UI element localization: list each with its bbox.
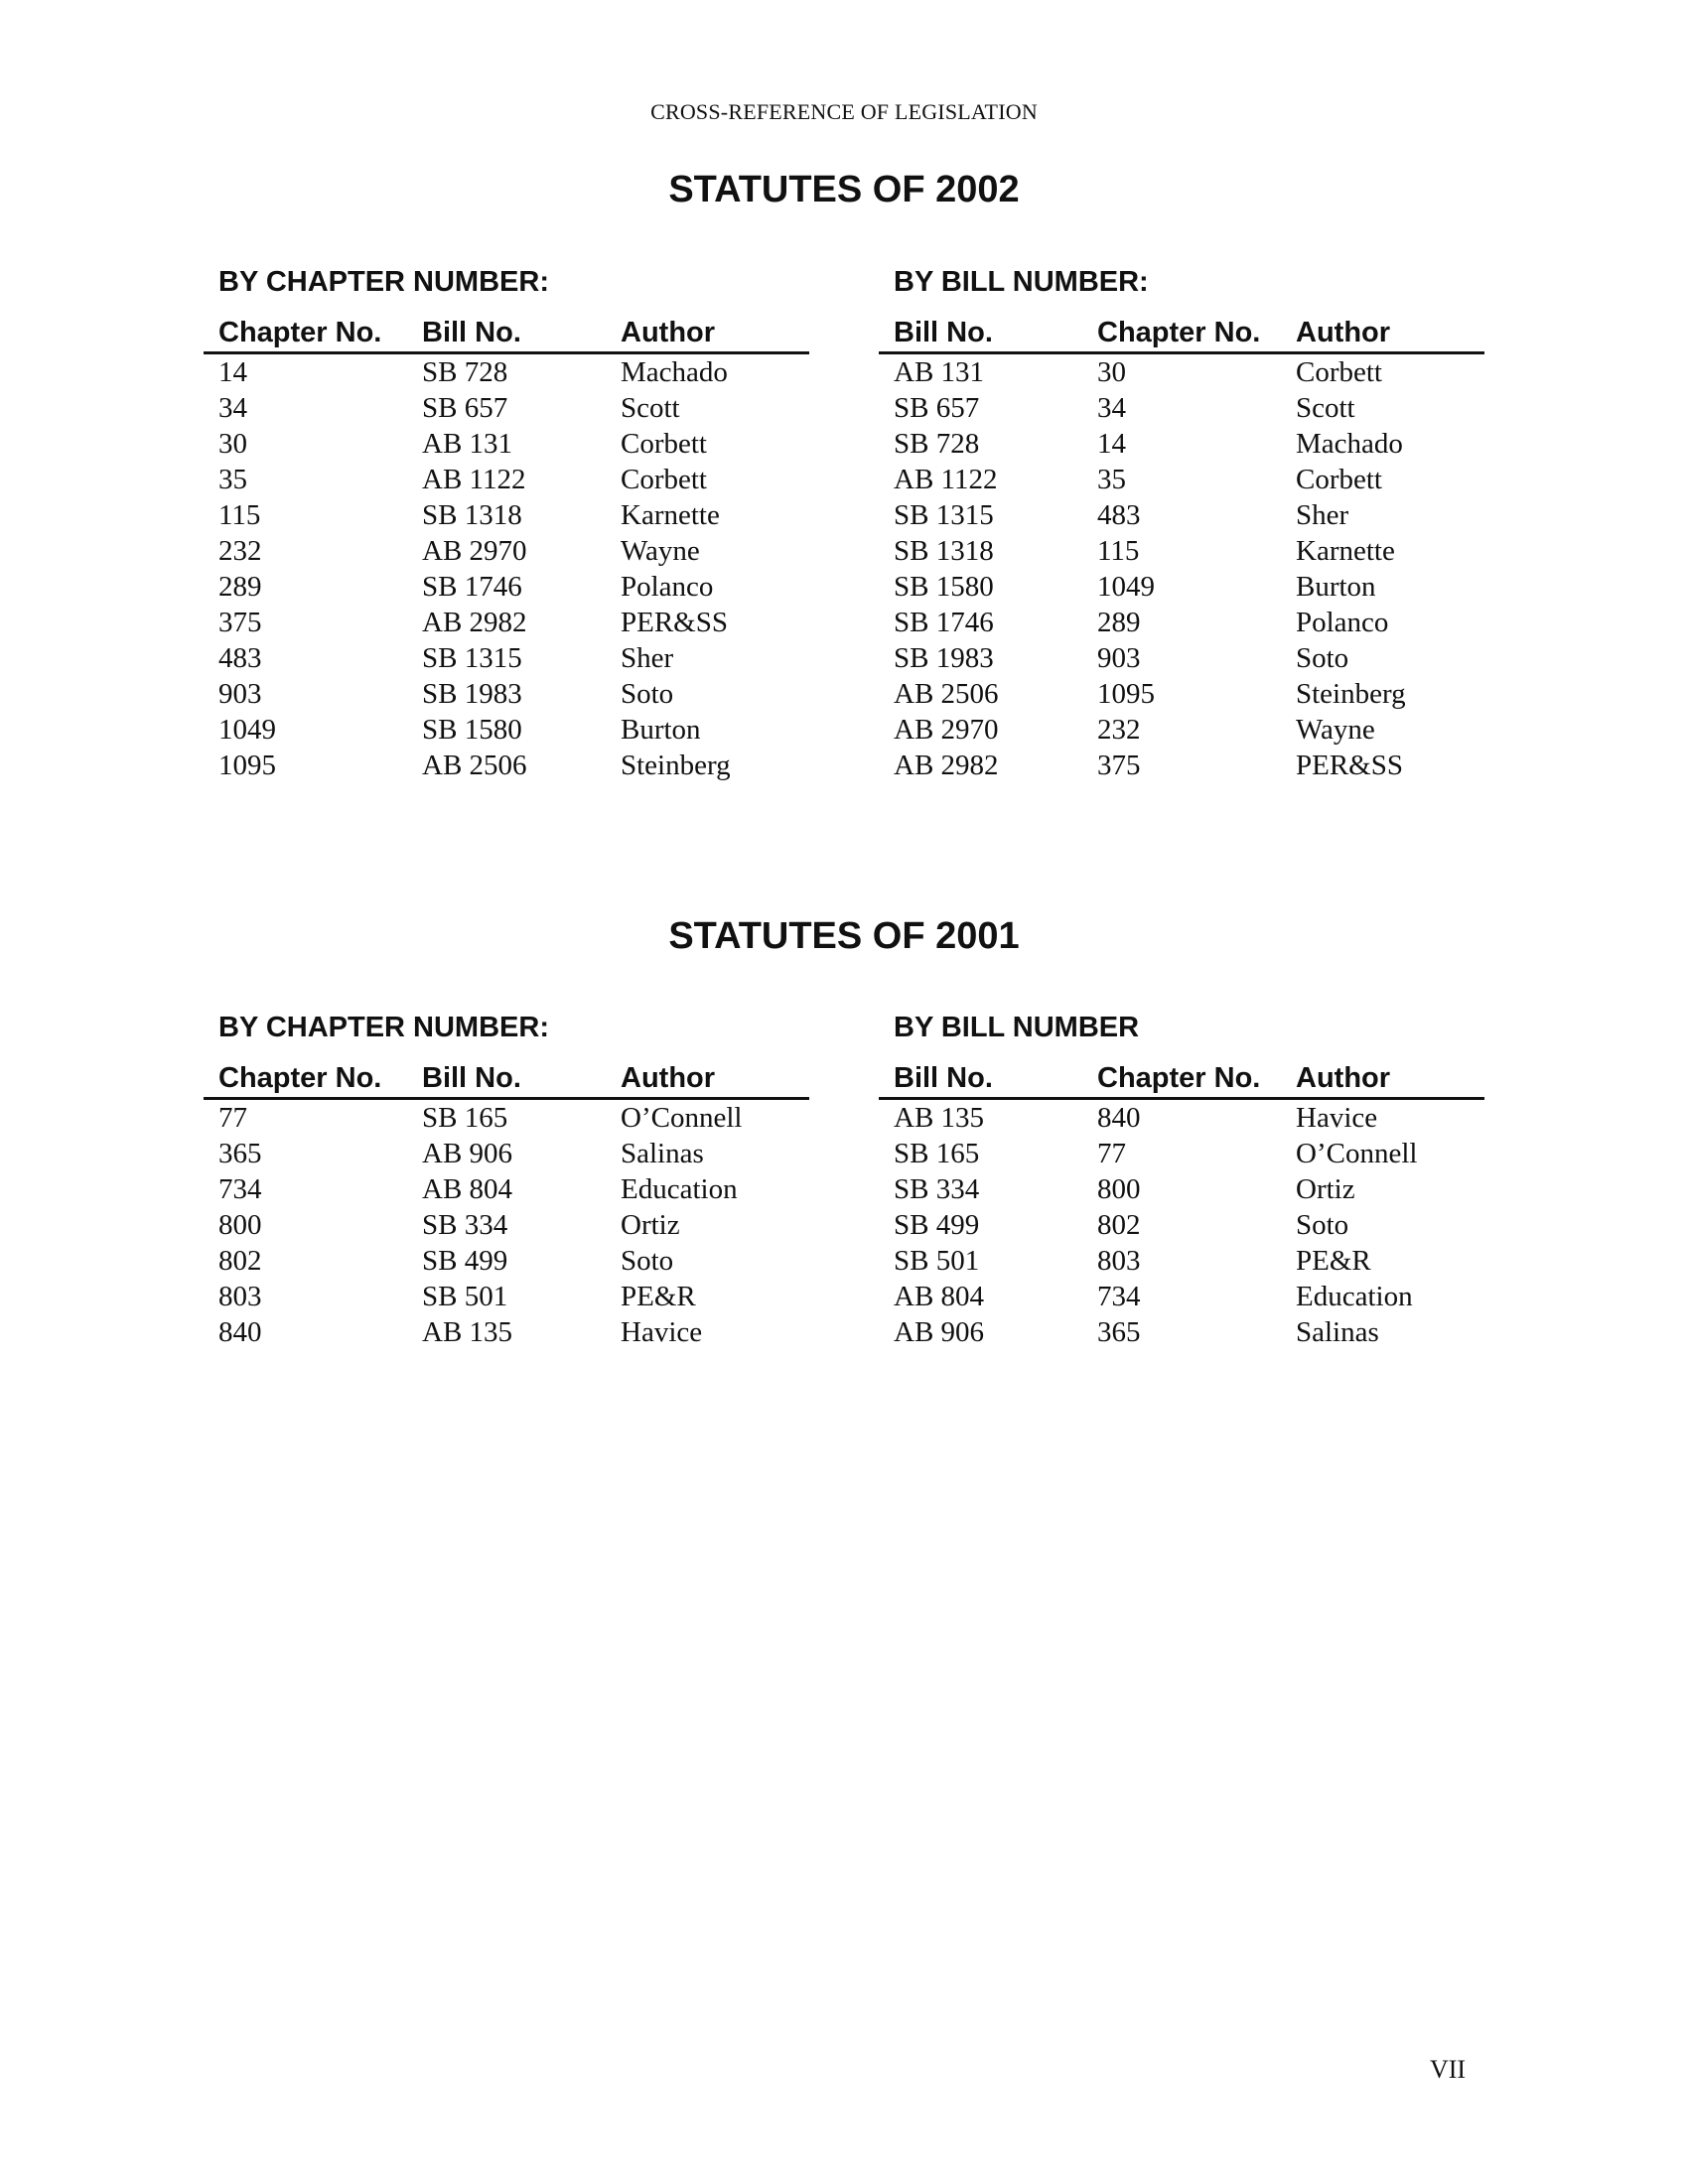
table-cell: 903 bbox=[218, 678, 262, 710]
table-cell: Polanco bbox=[621, 571, 714, 603]
table-cell: 483 bbox=[218, 642, 262, 674]
table-cell: SB 1746 bbox=[894, 607, 994, 638]
table-cell: Corbett bbox=[621, 464, 707, 495]
table-row bbox=[204, 1136, 809, 1171]
cross-reference-table bbox=[204, 314, 809, 783]
table-cell: Polanco bbox=[1296, 607, 1389, 638]
table-cell: 232 bbox=[218, 535, 262, 567]
table-row bbox=[204, 1207, 809, 1243]
table-cell: 802 bbox=[1097, 1209, 1141, 1241]
table-cell: 1049 bbox=[1097, 571, 1155, 603]
table-cell: SB 499 bbox=[894, 1209, 980, 1241]
table-row bbox=[879, 390, 1484, 426]
table-cell: Soto bbox=[621, 1245, 674, 1277]
table-2002-by-chapter bbox=[204, 262, 809, 783]
table-cell: 903 bbox=[1097, 642, 1141, 674]
table-cell: 30 bbox=[218, 428, 247, 460]
table-cell: Soto bbox=[1296, 1209, 1349, 1241]
section-title-2001: STATUTES OF 2001 bbox=[668, 915, 1020, 957]
table-cell: Havice bbox=[1296, 1102, 1378, 1134]
table-cell: Karnette bbox=[1296, 535, 1395, 567]
table-cell: 35 bbox=[1097, 464, 1126, 495]
column-header: Chapter No. bbox=[204, 1059, 407, 1099]
table-2002-by-bill bbox=[879, 262, 1484, 783]
table-cell: AB 804 bbox=[894, 1281, 985, 1312]
table-cell: 734 bbox=[1097, 1281, 1141, 1312]
table-cell: Wayne bbox=[1296, 714, 1375, 746]
cross-reference-table bbox=[204, 1059, 809, 1350]
table-2001-by-chapter bbox=[204, 1008, 809, 1350]
subheading-by-chapter-2001: BY CHAPTER NUMBER: bbox=[218, 1012, 549, 1043]
table-cell: Soto bbox=[621, 678, 674, 710]
table-cell: SB 657 bbox=[894, 392, 980, 424]
table-cell: 34 bbox=[218, 392, 247, 424]
table-cell: Sher bbox=[1296, 499, 1349, 531]
table-row bbox=[879, 1207, 1484, 1243]
table-row bbox=[879, 605, 1484, 640]
table-2001-by-bill bbox=[879, 1008, 1484, 1350]
table-cell: SB 657 bbox=[422, 392, 508, 424]
table-row bbox=[204, 390, 809, 426]
table-cell: O’Connell bbox=[621, 1102, 743, 1134]
column-header: Bill No. bbox=[879, 314, 1082, 353]
table-row bbox=[879, 533, 1484, 569]
table-cell: SB 1746 bbox=[422, 571, 522, 603]
table-cell: Machado bbox=[1296, 428, 1403, 460]
table-cell: Steinberg bbox=[1296, 678, 1406, 710]
table-row bbox=[204, 497, 809, 533]
table-cell: Machado bbox=[621, 356, 728, 388]
table-row bbox=[879, 676, 1484, 712]
table-row bbox=[204, 712, 809, 748]
table-row bbox=[204, 462, 809, 497]
table-row bbox=[879, 569, 1484, 605]
table-cell: AB 2970 bbox=[422, 535, 527, 567]
table-cell: SB 334 bbox=[894, 1173, 980, 1205]
table-cell: 800 bbox=[218, 1209, 262, 1241]
column-header: Chapter No. bbox=[204, 314, 407, 353]
table-cell: 800 bbox=[1097, 1173, 1141, 1205]
table-cell: SB 165 bbox=[422, 1102, 508, 1134]
table-cell: Ortiz bbox=[1296, 1173, 1355, 1205]
table-cell: 365 bbox=[218, 1138, 262, 1169]
table-cell: 1095 bbox=[218, 750, 276, 781]
column-header: Bill No. bbox=[879, 1059, 1082, 1099]
table-cell: Corbett bbox=[621, 428, 707, 460]
table-cell: PER&SS bbox=[621, 607, 728, 638]
table-row bbox=[879, 1171, 1484, 1207]
table-cell: SB 1315 bbox=[894, 499, 994, 531]
table-cell: Burton bbox=[1296, 571, 1376, 603]
column-header: Author bbox=[606, 314, 809, 353]
column-header: Author bbox=[606, 1059, 809, 1099]
table-cell: 115 bbox=[1097, 535, 1140, 567]
table-cell: SB 501 bbox=[422, 1281, 508, 1312]
table-cell: Ortiz bbox=[621, 1209, 680, 1241]
table-cell: SB 728 bbox=[894, 428, 980, 460]
table-cell: Education bbox=[621, 1173, 738, 1205]
page-number: VII bbox=[1430, 2055, 1467, 2084]
table-cell: 483 bbox=[1097, 499, 1141, 531]
table-cell: AB 906 bbox=[894, 1316, 985, 1348]
table-row bbox=[879, 748, 1484, 783]
table-row bbox=[879, 353, 1484, 391]
table-cell: 30 bbox=[1097, 356, 1126, 388]
table-cell: 803 bbox=[218, 1281, 262, 1312]
table-cell: 840 bbox=[218, 1316, 262, 1348]
table-cell: 115 bbox=[218, 499, 261, 531]
table-cell: SB 1318 bbox=[422, 499, 522, 531]
table-cell: AB 2506 bbox=[422, 750, 527, 781]
table-cell: 77 bbox=[218, 1102, 247, 1134]
table-cell: 1049 bbox=[218, 714, 276, 746]
table-cell: AB 804 bbox=[422, 1173, 513, 1205]
table-cell: Corbett bbox=[1296, 464, 1382, 495]
table-cell: Steinberg bbox=[621, 750, 731, 781]
table-cell: SB 1315 bbox=[422, 642, 522, 674]
table-cell: PE&R bbox=[1296, 1245, 1371, 1277]
table-cell: 289 bbox=[218, 571, 262, 603]
column-header: Bill No. bbox=[407, 1059, 606, 1099]
table-cell: 803 bbox=[1097, 1245, 1141, 1277]
table-cell: 375 bbox=[218, 607, 262, 638]
table-cell: AB 135 bbox=[422, 1316, 513, 1348]
cross-reference-table bbox=[879, 1059, 1484, 1350]
table-cell: 1095 bbox=[1097, 678, 1155, 710]
table-row bbox=[204, 1099, 809, 1137]
section-title-2002: STATUTES OF 2002 bbox=[668, 169, 1020, 210]
subheading-by-bill-2002: BY BILL NUMBER: bbox=[894, 266, 1149, 298]
table-cell: Karnette bbox=[621, 499, 720, 531]
column-header: Chapter No. bbox=[1082, 1059, 1281, 1099]
column-header: Author bbox=[1281, 314, 1484, 353]
column-header: Bill No. bbox=[407, 314, 606, 353]
table-row bbox=[204, 353, 809, 391]
table-cell: PER&SS bbox=[1296, 750, 1403, 781]
table-cell: 840 bbox=[1097, 1102, 1141, 1134]
table-cell: 34 bbox=[1097, 392, 1126, 424]
table-row bbox=[879, 426, 1484, 462]
table-row bbox=[879, 497, 1484, 533]
table-cell: SB 1580 bbox=[894, 571, 994, 603]
table-row bbox=[879, 1136, 1484, 1171]
table-cell: 14 bbox=[1097, 428, 1126, 460]
table-row bbox=[204, 605, 809, 640]
table-cell: SB 334 bbox=[422, 1209, 508, 1241]
table-row bbox=[204, 533, 809, 569]
table-cell: Wayne bbox=[621, 535, 700, 567]
table-cell: O’Connell bbox=[1296, 1138, 1418, 1169]
table-cell: 365 bbox=[1097, 1316, 1141, 1348]
table-row bbox=[204, 1314, 809, 1350]
table-row bbox=[204, 676, 809, 712]
table-cell: SB 1983 bbox=[894, 642, 994, 674]
table-row bbox=[879, 1314, 1484, 1350]
table-cell: Corbett bbox=[1296, 356, 1382, 388]
table-cell: AB 2970 bbox=[894, 714, 999, 746]
table-row bbox=[879, 1279, 1484, 1314]
table-cell: PE&R bbox=[621, 1281, 696, 1312]
table-cell: Salinas bbox=[621, 1138, 704, 1169]
table-cell: 802 bbox=[218, 1245, 262, 1277]
table-row bbox=[204, 569, 809, 605]
table-row bbox=[204, 1279, 809, 1314]
table-cell: AB 2982 bbox=[422, 607, 527, 638]
table-cell: Soto bbox=[1296, 642, 1349, 674]
table-row bbox=[879, 1243, 1484, 1279]
table-cell: 35 bbox=[218, 464, 247, 495]
table-cell: SB 728 bbox=[422, 356, 508, 388]
table-cell: Scott bbox=[1296, 392, 1355, 424]
table-cell: AB 135 bbox=[894, 1102, 985, 1134]
table-cell: AB 2506 bbox=[894, 678, 999, 710]
table-cell: 289 bbox=[1097, 607, 1141, 638]
table-cell: SB 1318 bbox=[894, 535, 994, 567]
table-cell: AB 906 bbox=[422, 1138, 513, 1169]
table-row bbox=[879, 640, 1484, 676]
table-cell: Sher bbox=[621, 642, 674, 674]
column-header: Chapter No. bbox=[1082, 314, 1281, 353]
subheading-by-chapter-2002: BY CHAPTER NUMBER: bbox=[218, 266, 549, 298]
table-cell: AB 131 bbox=[894, 356, 985, 388]
column-header: Author bbox=[1281, 1059, 1484, 1099]
table-row bbox=[879, 1099, 1484, 1137]
table-row bbox=[204, 640, 809, 676]
table-cell: SB 1580 bbox=[422, 714, 522, 746]
table-row bbox=[204, 1243, 809, 1279]
table-row bbox=[879, 712, 1484, 748]
table-cell: Education bbox=[1296, 1281, 1413, 1312]
table-cell: AB 2982 bbox=[894, 750, 999, 781]
table-cell: 734 bbox=[218, 1173, 262, 1205]
table-cell: Burton bbox=[621, 714, 701, 746]
table-cell: AB 1122 bbox=[894, 464, 998, 495]
table-row bbox=[204, 748, 809, 783]
cross-reference-table bbox=[879, 314, 1484, 783]
table-cell: Salinas bbox=[1296, 1316, 1379, 1348]
table-row bbox=[204, 1171, 809, 1207]
running-head: CROSS-REFERENCE OF LEGISLATION bbox=[650, 99, 1038, 124]
table-cell: SB 499 bbox=[422, 1245, 508, 1277]
table-cell: 232 bbox=[1097, 714, 1141, 746]
table-cell: 14 bbox=[218, 356, 247, 388]
table-row bbox=[879, 462, 1484, 497]
table-cell: AB 1122 bbox=[422, 464, 526, 495]
table-cell: Scott bbox=[621, 392, 680, 424]
table-cell: 375 bbox=[1097, 750, 1141, 781]
table-cell: SB 501 bbox=[894, 1245, 980, 1277]
table-cell: Havice bbox=[621, 1316, 703, 1348]
table-cell: SB 1983 bbox=[422, 678, 522, 710]
table-row bbox=[204, 426, 809, 462]
subheading-by-bill-2001: BY BILL NUMBER bbox=[894, 1012, 1140, 1043]
table-cell: 77 bbox=[1097, 1138, 1126, 1169]
table-cell: SB 165 bbox=[894, 1138, 980, 1169]
table-cell: AB 131 bbox=[422, 428, 513, 460]
